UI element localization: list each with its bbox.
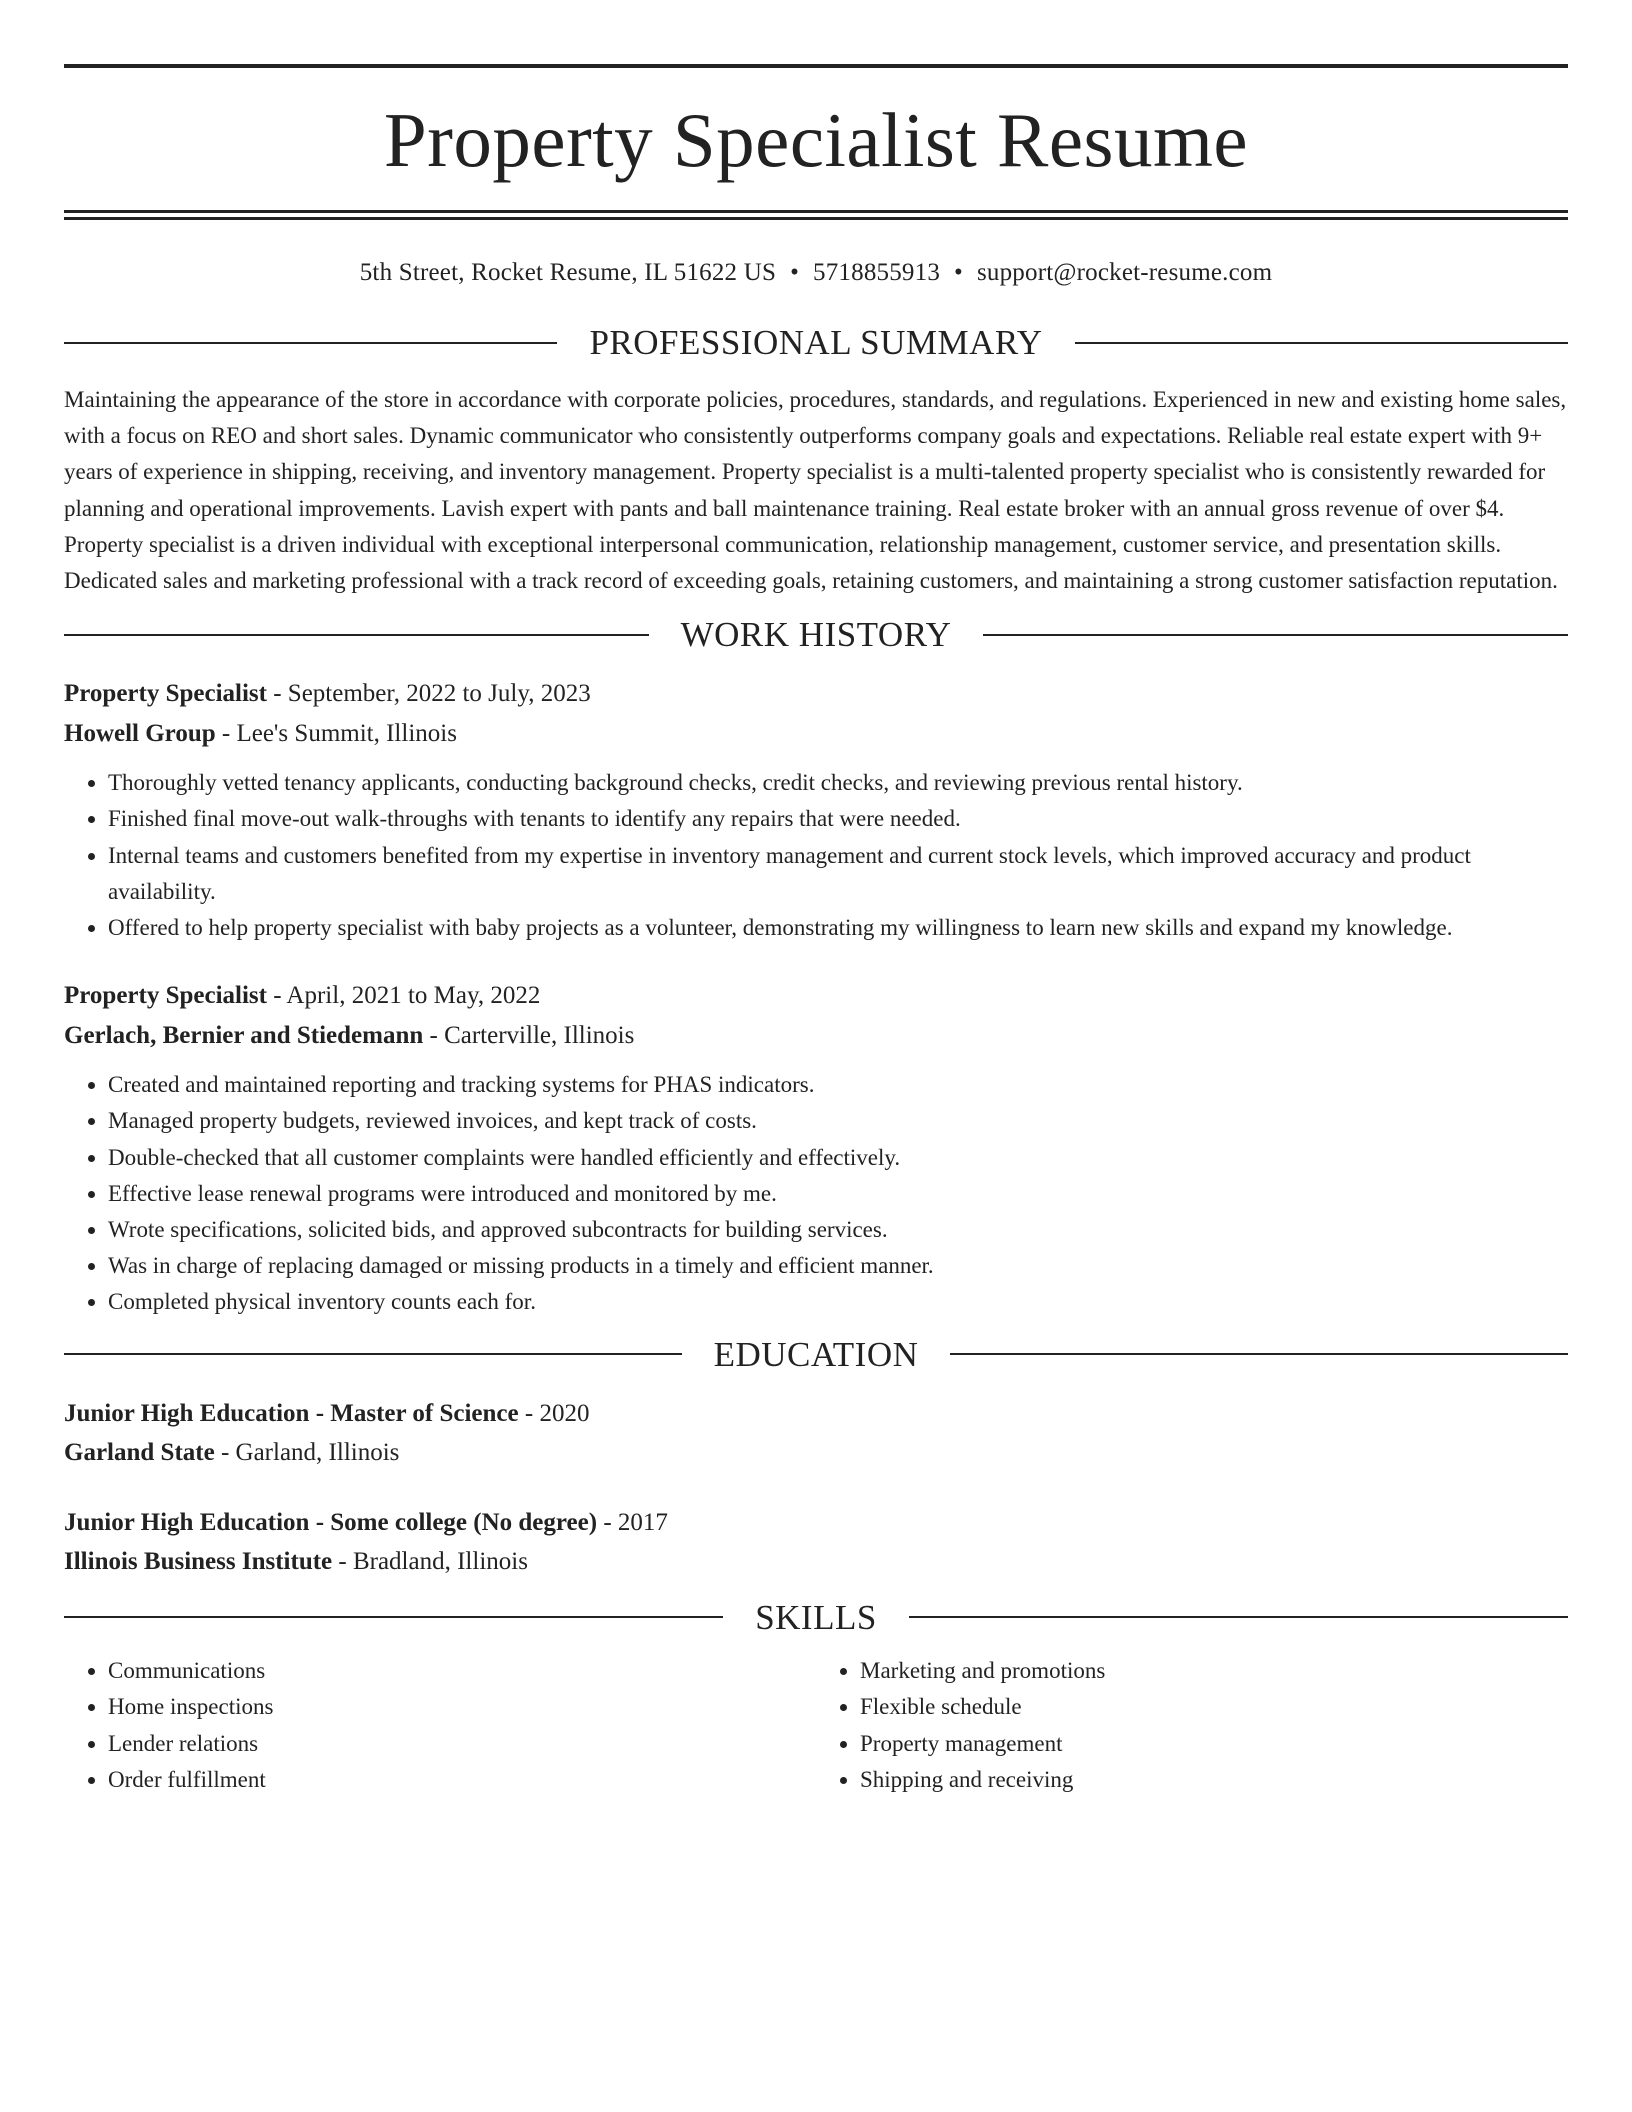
skill-item: • Shipping and receiving <box>860 1762 1568 1799</box>
contact-separator: • <box>954 259 963 286</box>
job-entry <box>64 976 1568 1320</box>
education-school-line <box>64 1433 1568 1473</box>
job-company-line <box>64 1016 1568 1056</box>
education-degree-line <box>64 1394 1568 1434</box>
section-header-skills <box>64 1597 1568 1637</box>
job-location: - Lee's Summit, Illinois <box>215 719 457 747</box>
job-bullet: • Completed physical inventory counts each for. <box>108 1284 1568 1320</box>
job-bullet: • Double-checked that all customer complaints were handled efficiently and effectively. <box>108 1140 1568 1176</box>
education-school: Illinois Business Institute <box>64 1548 333 1576</box>
resume-title: Property Specialist Resume <box>383 97 1249 183</box>
contact-line <box>64 258 1568 288</box>
job-bullet: • Finished final move-out walk-throughs with tenants to identify any repairs that were needed. <box>108 801 1568 837</box>
job-company: Gerlach, Bernier and Stiedemann <box>64 1021 424 1049</box>
job-title-line <box>64 976 1568 1016</box>
education-location: - Garland, Illinois <box>214 1439 400 1467</box>
skills-list <box>64 1653 1568 1799</box>
section-header-summary <box>64 325 1568 360</box>
section-rule-left <box>64 1353 682 1355</box>
contact-separator: • <box>790 259 800 286</box>
contact-email: support@rocket-resume.com <box>976 259 1273 286</box>
job-bullet: • Created and maintained reporting and tracking systems for PHAS indicators. <box>108 1067 1568 1103</box>
section-header-education <box>64 1334 1568 1374</box>
section-title-education: EDUCATION <box>713 1334 919 1374</box>
section-rule-right <box>909 1616 1568 1618</box>
skill-item: • Order fulfillment <box>108 1762 816 1799</box>
section-title-summary: PROFESSIONAL SUMMARY <box>589 323 1043 362</box>
education-year: - 2017 <box>597 1508 668 1536</box>
job-company-line <box>64 714 1568 754</box>
job-bullet: • Managed property budgets, reviewed invoices, and kept track of costs. <box>108 1103 1568 1139</box>
section-header-work-history <box>64 615 1568 655</box>
section-rule-left <box>64 634 649 636</box>
job-company: Howell Group <box>64 719 216 747</box>
section-rule-right <box>1075 342 1568 344</box>
job-bullets <box>64 1067 1568 1320</box>
skill-item: • Lender relations <box>108 1726 816 1763</box>
section-rule-left <box>64 1616 723 1618</box>
section-rule-right <box>950 1353 1568 1355</box>
skills-column-right <box>816 1653 1568 1799</box>
education-school-line <box>64 1542 1568 1582</box>
skill-item: • Property management <box>860 1726 1568 1763</box>
skill-item: • Marketing and promotions <box>860 1653 1568 1690</box>
education-entry <box>64 1394 1568 1473</box>
header-top-rule <box>64 64 1568 68</box>
education-entry <box>64 1503 1568 1582</box>
job-location: - Carterville, Illinois <box>423 1021 635 1049</box>
job-bullet: • Thoroughly vetted tenancy applicants, conducting background checks, credit checks, and reviewing previous rental history. <box>108 765 1568 801</box>
job-title: Property Specialist <box>64 982 267 1010</box>
skills-column-left <box>64 1653 816 1799</box>
job-entry <box>64 674 1568 946</box>
education-degree-line <box>64 1503 1568 1543</box>
skill-item: • Home inspections <box>108 1689 816 1726</box>
education-location: - Bradland, Illinois <box>332 1548 528 1576</box>
job-bullet: • Effective lease renewal programs were introduced and monitored by me. <box>108 1176 1568 1212</box>
section-rule-left <box>64 342 557 344</box>
job-bullet: • Internal teams and customers benefited from my expertise in inventory management and current stock levels, which improved accuracy and product availability. <box>108 838 1568 910</box>
skill-item: • Communications <box>108 1653 816 1690</box>
job-bullet: • Offered to help property specialist with baby projects as a volunteer, demonstrating my willingness to learn new skills and expand my knowledge. <box>108 910 1568 946</box>
section-rule-right <box>983 634 1568 636</box>
contact-address: 5th Street, Rocket Resume, IL 51622 US <box>359 259 777 286</box>
resume-page <box>64 64 1568 1799</box>
job-title: Property Specialist <box>64 680 267 708</box>
professional-summary-text: Maintaining the appearance of the store in accordance with corporate policies, procedures, standards, and regulations. Experienced in new and existing home sales, with a focus on REO and short sales. Dynamic communicator who consistently outperforms company goals and expectations. Reliable real estate expert with 9+ years of experience in shipping, receiving, and inventory management. Property specialist is a multi-talented property specialist who is consistently rewarded for planning and operational improvements. Lavish expert with pants and ball maintenance training. Real estate broker with an annual gross revenue of over $4. Property specialist is a driven individual with exceptional interpersonal communication, relationship management, customer service, and presentation skills. Dedicated sales and marketing professional with a track record of exceeding goals, retaining customers, and maintaining a strong customer satisfaction reputation. <box>64 387 1567 594</box>
skill-item: • Flexible schedule <box>860 1689 1568 1726</box>
education-school: Garland State <box>64 1439 215 1467</box>
education-year: - 2020 <box>518 1399 590 1427</box>
job-bullets <box>64 765 1568 946</box>
section-title-work-history: WORK HISTORY <box>680 615 952 655</box>
header-double-rule <box>64 210 1568 220</box>
job-title-line <box>64 674 1568 714</box>
education-degree: Junior High Education - Some college (No degree) <box>64 1508 598 1536</box>
contact-phone: 5718855913 <box>813 259 941 286</box>
section-title-skills: SKILLS <box>755 1597 877 1637</box>
job-bullet: • Was in charge of replacing damaged or missing products in a timely and efficient manner. <box>108 1248 1568 1284</box>
job-bullet: • Wrote specifications, solicited bids, and approved subcontracts for building services. <box>108 1212 1568 1248</box>
job-dates: - September, 2022 to July, 2023 <box>266 680 591 708</box>
education-degree: Junior High Education - Master of Science <box>64 1399 519 1427</box>
job-dates: - April, 2021 to May, 2022 <box>266 982 541 1010</box>
